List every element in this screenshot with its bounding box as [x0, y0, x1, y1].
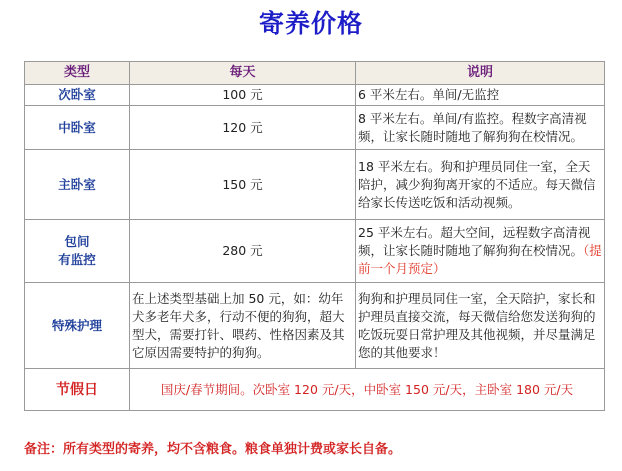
holiday-text: 国庆/春节期间。次卧室 120 元/天，中卧室 150 元/天，主卧室 180 元/天: [130, 369, 605, 411]
row-desc: 8 平米左右。单间/有监控。程数字高清视频，让家长随时随地了解狗狗在校情况。: [356, 106, 605, 150]
row-desc-text: 25 平米左右。超大空间，远程数字高清视频，让家长随时随地了解狗狗在校情况。: [358, 225, 591, 258]
row-price: 120 元: [130, 106, 356, 150]
row-type: 主卧室: [25, 150, 130, 220]
header-desc: 说明: [356, 62, 605, 85]
row-desc: 6 平米左右。单间/无监控: [356, 85, 605, 106]
row-type: 次卧室: [25, 85, 130, 106]
row-type-line1: 包间: [64, 234, 90, 249]
price-table: [24, 61, 605, 411]
page-title: 寄养价格: [258, 9, 363, 38]
row-type: 特殊护理: [25, 283, 130, 369]
row-desc: 18 平米左右。狗和护理员同住一室，全天陪护，减少狗狗离开家的不适应。每天微信给家长传送吃饭和活动视频。: [356, 150, 605, 220]
booking-note: （提前一个月预定）: [358, 243, 602, 276]
footnote: 备注：所有类型的寄养，均不含粮食。粮食单独计费或家长自备。: [24, 442, 402, 457]
row-price: 100 元: [130, 85, 356, 106]
header-type: 类型: [25, 62, 130, 85]
row-desc: 狗狗和护理员同住一室，全天陪护，家长和护理员直接交流，每天微信给您发送狗狗的吃饭玩耍日常护理及其他视频，并尽量满足您的其他要求！: [356, 283, 605, 369]
row-type: 中卧室: [25, 106, 130, 150]
row-type: [25, 220, 130, 283]
header-price: 每天: [130, 62, 356, 85]
table-row: [25, 85, 605, 106]
table-row-holiday: [25, 369, 605, 411]
table-row-special: [25, 283, 605, 369]
table-row: [25, 220, 605, 283]
row-type-line2: 有监控: [58, 252, 96, 267]
row-desc: [356, 220, 605, 283]
row-price: 150 元: [130, 150, 356, 220]
row-type: 节假日: [25, 369, 130, 411]
table-row: [25, 106, 605, 150]
row-price: 280 元: [130, 220, 356, 283]
table-row: [25, 150, 605, 220]
table-header-row: [25, 62, 605, 85]
row-price-desc: 在上述类型基础上加 50 元，如：幼年犬多老年犬多，行动不便的狗狗，超大型犬，需要打针、喂药、性格因素及其它原因需要特护的狗狗。: [130, 283, 356, 369]
